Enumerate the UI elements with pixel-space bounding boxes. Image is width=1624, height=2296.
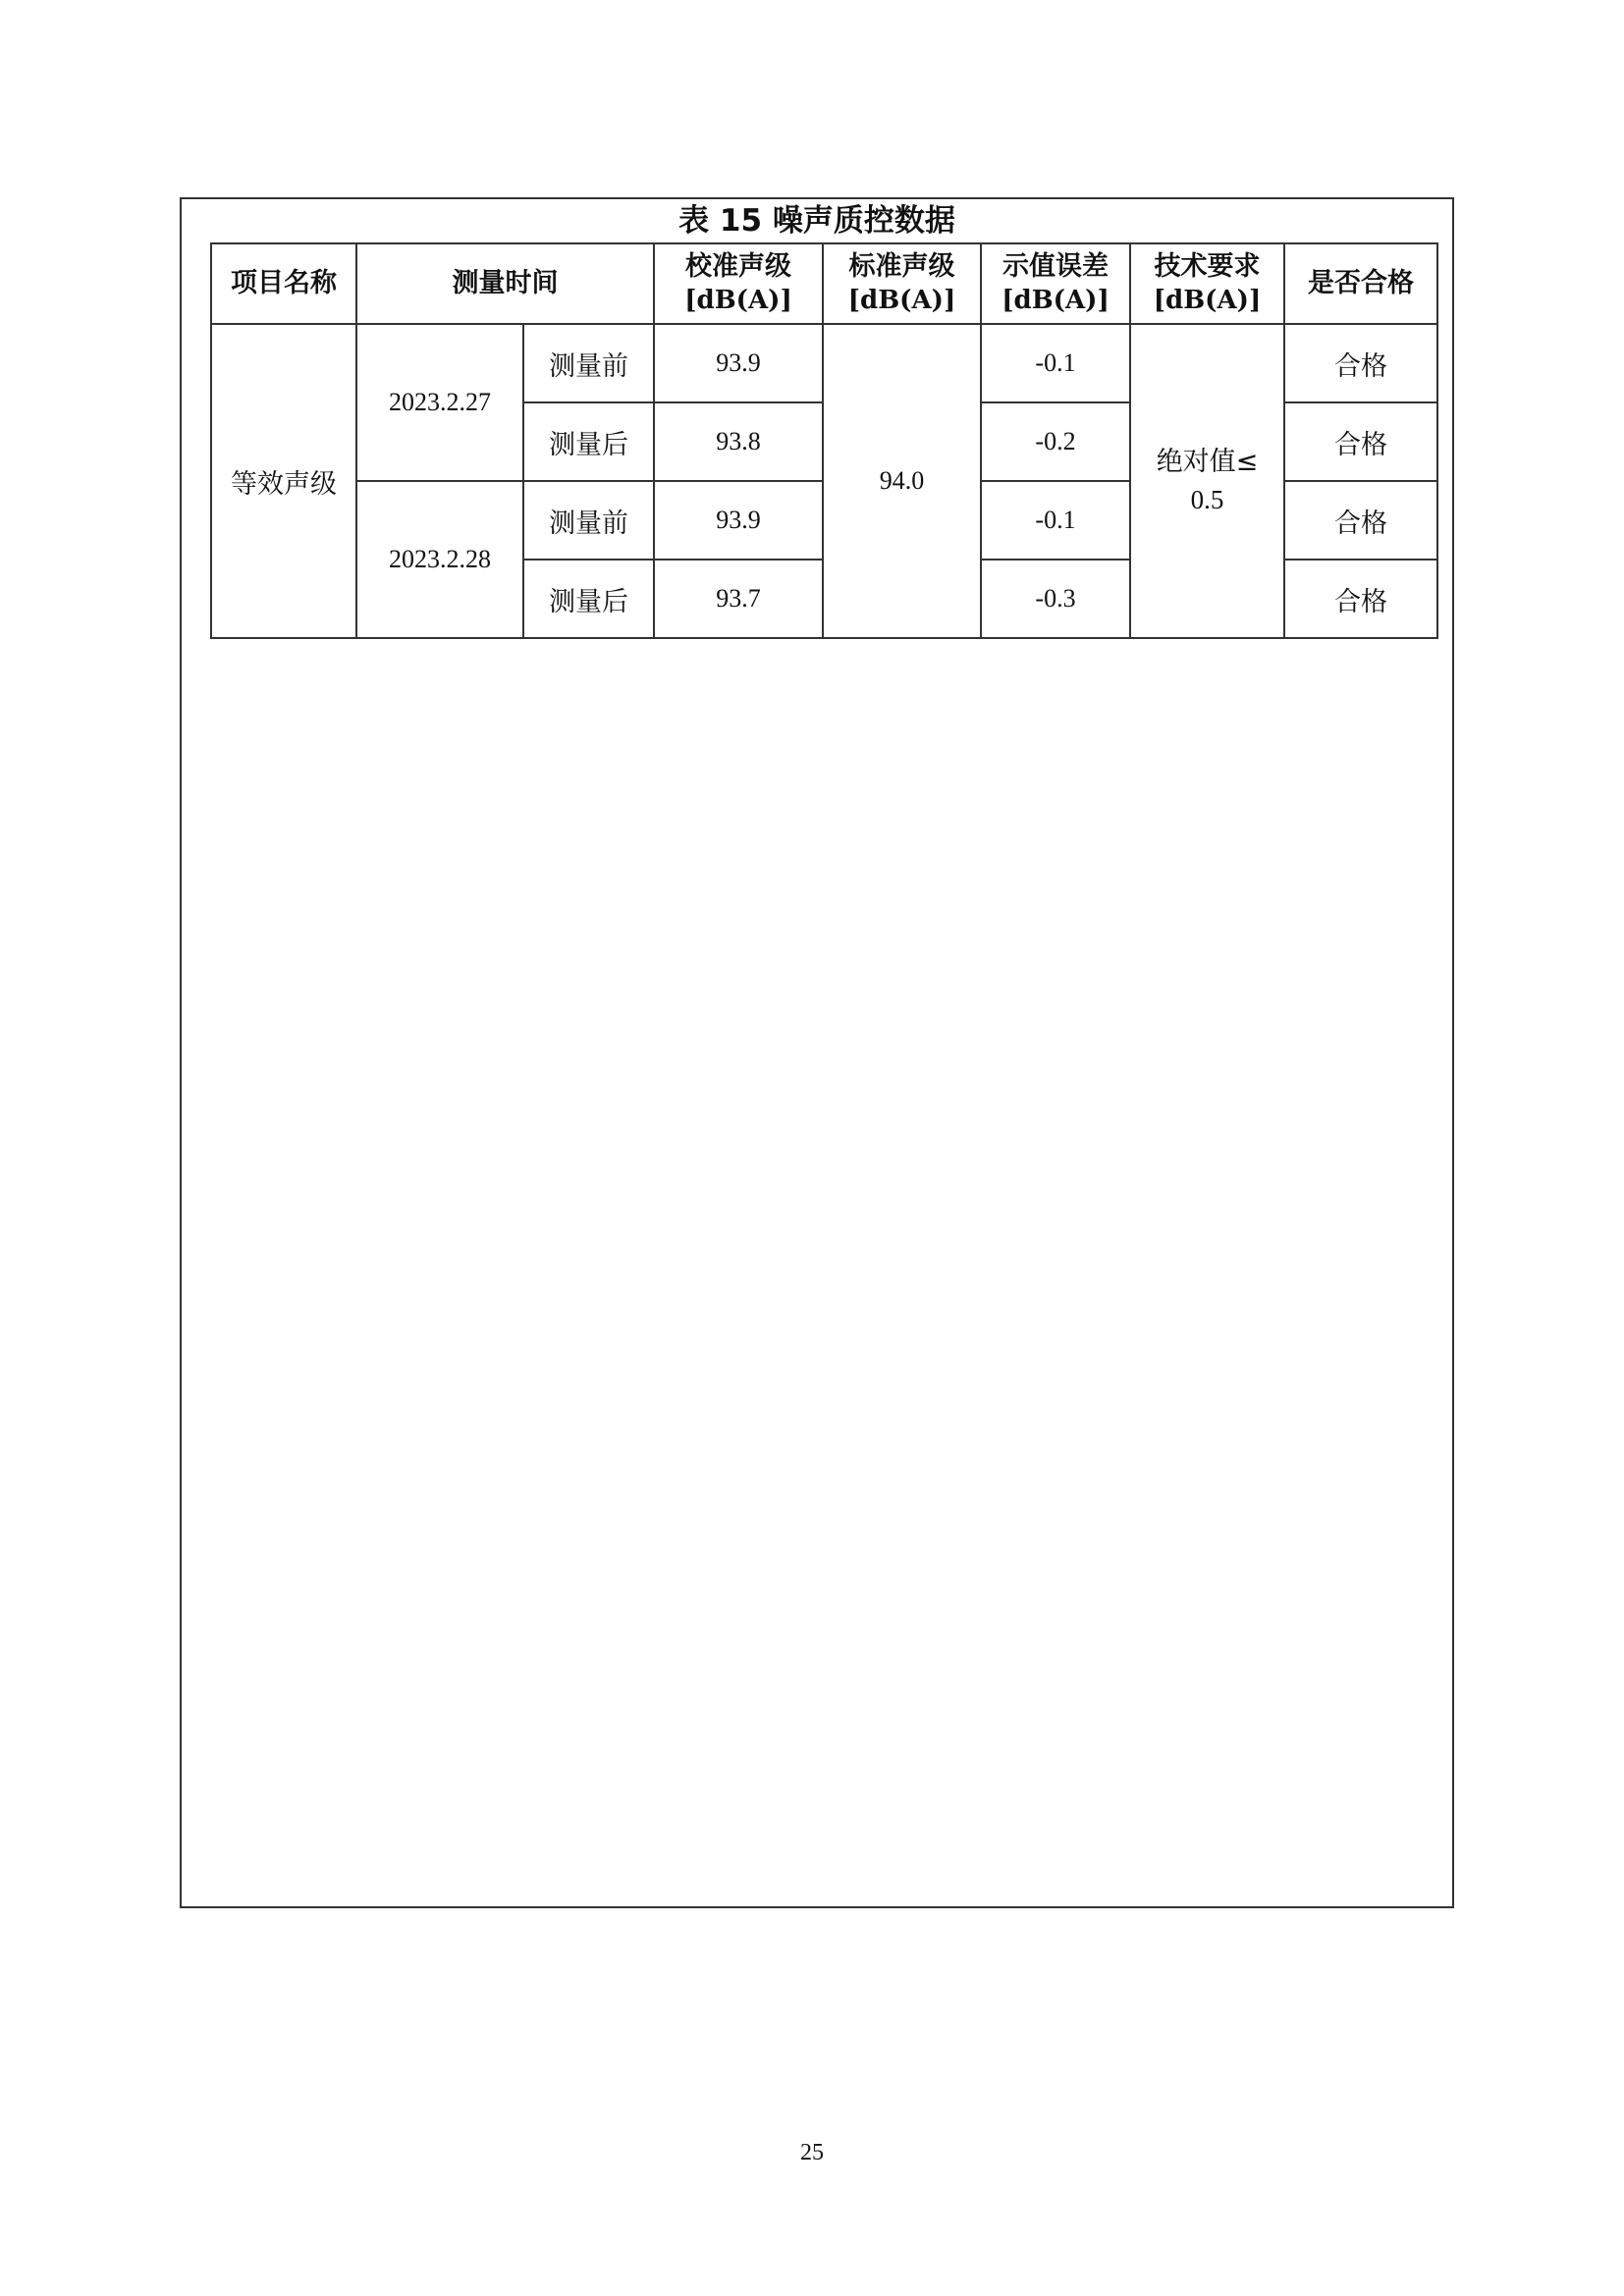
error-cell: -0.1 — [981, 324, 1130, 402]
result-cell: 合格 — [1284, 560, 1437, 638]
header-indication-error — [981, 243, 1130, 324]
header-row — [211, 243, 1437, 324]
standard-level-cell: 94.0 — [823, 324, 981, 638]
header-indication-error-label: 示值误差 — [1002, 251, 1109, 282]
technical-requirement-line1: 绝对值≤ — [1156, 446, 1259, 477]
result-cell: 合格 — [1284, 481, 1437, 560]
header-calibration-level — [654, 243, 823, 324]
error-cell: -0.1 — [981, 481, 1130, 560]
header-standard-level — [823, 243, 981, 324]
phase-cell: 测量后 — [523, 402, 654, 481]
technical-requirement-cell — [1130, 324, 1284, 638]
header-technical-requirement — [1130, 243, 1284, 324]
header-calibration-level-unit: [dB(A)] — [684, 286, 792, 315]
date-cell: 2023.2.28 — [356, 481, 523, 638]
error-cell: -0.3 — [981, 560, 1130, 638]
table-title: 表 15 噪声质控数据 — [678, 203, 955, 239]
page-number: 25 — [800, 2140, 824, 2165]
item-name-cell: 等效声级 — [211, 324, 356, 638]
noise-qc-table — [210, 242, 1438, 639]
calibration-cell: 93.9 — [654, 324, 823, 402]
header-technical-requirement-label: 技术要求 — [1154, 251, 1261, 282]
result-cell: 合格 — [1284, 324, 1437, 402]
header-standard-level-unit: [dB(A)] — [847, 286, 956, 315]
content-frame — [180, 197, 1454, 1908]
error-cell: -0.2 — [981, 402, 1130, 481]
table-row — [211, 324, 1437, 402]
header-qualified: 是否合格 — [1284, 243, 1437, 324]
calibration-cell: 93.8 — [654, 402, 823, 481]
header-standard-level-label: 标准声级 — [848, 251, 955, 282]
calibration-cell: 93.9 — [654, 481, 823, 560]
header-measure-time: 测量时间 — [356, 243, 654, 324]
technical-requirement-line2: 0.5 — [1190, 484, 1224, 514]
result-cell: 合格 — [1284, 402, 1437, 481]
date-cell: 2023.2.27 — [356, 324, 523, 481]
phase-cell: 测量前 — [523, 324, 654, 402]
calibration-cell: 93.7 — [654, 560, 823, 638]
header-technical-requirement-unit: [dB(A)] — [1153, 286, 1262, 315]
header-item-name: 项目名称 — [211, 243, 356, 324]
phase-cell: 测量后 — [523, 560, 654, 638]
header-indication-error-unit: [dB(A)] — [1001, 286, 1110, 315]
header-calibration-level-label: 校准声级 — [685, 251, 791, 282]
phase-cell: 测量前 — [523, 481, 654, 560]
